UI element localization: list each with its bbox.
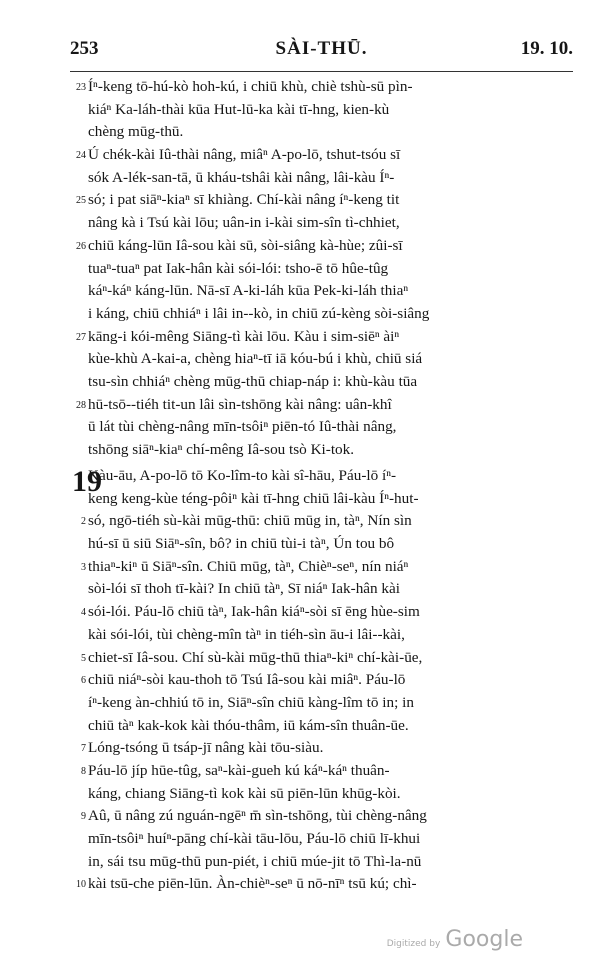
header-rule <box>70 71 573 72</box>
text-line <box>76 873 558 896</box>
verse-number: 25 <box>76 195 86 207</box>
line-text: tsu-sìn chhiáⁿ chèng mūg-thū chiap-náp i: khù-kàu tūa <box>88 372 418 390</box>
text-line <box>81 805 558 828</box>
text-line <box>88 828 558 851</box>
line-text: keng keng-kùe téng-pôiⁿ kài tī-hng chiū lâi-kàu Íⁿ-hut- <box>88 489 419 507</box>
line-text: káng, chiang Siāng-tì kok kài sū piēn-lūn khūg-kòi. <box>88 784 401 802</box>
verse-number: 23 <box>76 82 86 93</box>
line-text: kài tsū-che piēn-lūn. Àn-chièⁿ-seⁿ ū nō-nīⁿ tsū kú; chì- <box>88 875 417 893</box>
line-text: chiū niáⁿ-sòi kau-thoh tō Tsú Iâ-sou kài miâⁿ. Páu-lō <box>88 671 406 689</box>
text-line <box>81 760 558 783</box>
chapter-verse-reference: 19. 10. <box>520 38 573 59</box>
text-line <box>76 235 558 258</box>
verse-number: 9 <box>81 811 86 823</box>
text-line <box>88 533 558 556</box>
line-text: Íⁿ-keng tō-hú-kò hoh-kú, i chiū khù, chiè tshù-sū pìn- <box>88 78 413 95</box>
line-text: chiū tàⁿ kak-kok kài thóu-thâm, iū kám-sîn thuân-ūe. <box>88 716 409 734</box>
line-text: thiaⁿ-kiⁿ ū Siāⁿ-sîn. Chiū mūg, tàⁿ, Chièⁿ-seⁿ, nín niáⁿ <box>88 557 409 575</box>
line-text: Aû, ū nâng zú nguán-ngēⁿ m̄ sìn-tshōng, tùi chèng-nâng <box>88 807 427 825</box>
text-line <box>88 348 558 371</box>
text-line <box>88 99 558 122</box>
text-line <box>88 121 558 144</box>
text-line <box>88 371 558 394</box>
text-line <box>88 578 558 601</box>
line-text: in, sái tsu mūg-thū pun-piét, i chiū múe-jit tō Thì-la-nū <box>88 852 422 870</box>
text-line <box>76 189 558 212</box>
page-header <box>70 38 573 66</box>
line-text: chèng mūg-thū. <box>88 123 184 141</box>
line-text: só, ngō-tiéh sù-kài mūg-thū: chiū mūg in, tàⁿ, Nín sìn <box>88 512 412 530</box>
line-text: tshōng siāⁿ-kiaⁿ chí-mêng Iâ-sou tsò Ki-tok. <box>88 441 355 458</box>
line-text: tuaⁿ-tuaⁿ pat Iak-hân kài sói-lói: tsho-ē tō hûe-tûg <box>88 259 389 277</box>
line-text: kiáⁿ Ka-láh-thài kūa Hut-lū-ka kài tī-hng, kien-kù <box>88 100 390 118</box>
text-line <box>88 624 558 647</box>
text-line <box>88 692 558 715</box>
verse-number: 6 <box>81 675 86 687</box>
line-text: kāng-i kói-mêng Siāng-tì kài lōu. Kàu i sim-siēⁿ àiⁿ <box>88 327 400 345</box>
line-text: sói-lói. Páu-lō chiū tàⁿ, Iak-hân kiáⁿ-sòi sī ēng hùe-sim <box>88 603 420 621</box>
verse-number: 3 <box>81 561 86 573</box>
verse-number: 27 <box>76 331 86 343</box>
line-text: nâng kà i Tsú kài lōu; uân-in i-kài sim-sîn tì-chhiet, <box>88 214 400 232</box>
text-line <box>88 167 558 190</box>
line-text: hū-tsō--tiéh tit-un lâi sìn-tshōng kài nâng: uân-khî <box>88 395 392 413</box>
text-line <box>76 394 558 417</box>
line-text: sók A-lék-san-tā, ū kháu-tshâi kài nâng, lâi-kàu Íⁿ- <box>88 168 395 186</box>
text-line <box>88 303 558 326</box>
text-line <box>81 737 558 760</box>
text-line <box>88 258 558 281</box>
running-title: SÀI-THŪ. <box>275 38 368 59</box>
line-text: kùe-khù A-kai-a, chèng hiaⁿ-tī iā kóu-bú i khù, chiū siá <box>88 350 423 368</box>
text-line <box>88 416 558 439</box>
text-line <box>88 212 558 235</box>
text-block-chapter-18 <box>76 76 558 462</box>
verse-number: 5 <box>81 652 86 664</box>
line-text: i káng, chiū chhiáⁿ i lâi in--kò, in chiū zú-kèng sòi-siâng <box>88 304 430 322</box>
watermark-caption: Digitized by <box>386 939 441 949</box>
page-number: 253 <box>70 38 99 59</box>
line-text: kài sói-lói, tùi chèng-mîn tàⁿ in tiéh-sìn āu-i lâi--kài, <box>88 625 405 643</box>
text-line <box>81 510 558 533</box>
text-line <box>88 488 558 511</box>
verse-number: 2 <box>81 516 86 528</box>
text-line <box>81 647 558 670</box>
watermark-logo: Google <box>445 927 523 952</box>
text-line <box>76 144 558 167</box>
line-text: káⁿ-káⁿ káng-lūn. Nā-sī A-ki-láh kūa Pek-ki-láh thiaⁿ <box>88 282 409 300</box>
verse-number: 8 <box>81 765 86 777</box>
text-line <box>88 439 558 462</box>
text-line <box>76 326 558 349</box>
text-line <box>88 851 558 874</box>
verse-number: 7 <box>81 743 86 755</box>
verse-number: 26 <box>76 240 86 252</box>
watermark <box>387 927 523 952</box>
text-line <box>81 601 558 624</box>
line-text: Lóng-tsóng ū tsáp-jī nâng kài tōu-siàu. <box>88 739 324 757</box>
text-line <box>76 76 558 99</box>
verse-number: 10 <box>76 879 86 891</box>
text-line <box>88 783 558 806</box>
line-text: Ú chék-kài Iû-thài nâng, miâⁿ A-po-lō, tshut-tsóu sī <box>88 146 401 164</box>
verse-number: 24 <box>76 150 86 162</box>
verse-number: 28 <box>76 399 86 411</box>
line-text: chiū káng-lūn Iâ-sou kài sū, sòi-siâng kà-hùe; zûi-sī <box>88 236 403 254</box>
line-text: Kàu-āu, A-po-lō tō Ko-lîm-to kài sî-hāu, Páu-lō íⁿ- <box>88 467 397 484</box>
line-text: chiet-sī Iâ-sou. Chí sù-kài mūg-thū thiaⁿ-kiⁿ chí-kài-ūe, <box>88 648 423 666</box>
chapter-number: 19 <box>72 465 102 498</box>
text-line <box>88 465 558 488</box>
text-line <box>81 556 558 579</box>
text-line <box>81 669 558 692</box>
line-text: hú-sī ū siū Siāⁿ-sîn, bô? in chiū tùi-i tàⁿ, Ún tou bô <box>88 535 395 553</box>
text-line <box>88 280 558 303</box>
verse-number: 4 <box>81 607 86 619</box>
line-text: ū lát tùi chèng-nâng mīn-tsôiⁿ piēn-tó Iû-thài nâng, <box>88 418 397 436</box>
line-text: Páu-lō jíp hūe-tûg, saⁿ-kài-gueh kú káⁿ-káⁿ thuân- <box>88 761 390 779</box>
line-text: íⁿ-keng àn-chhiú tō in, Siāⁿ-sîn chiū kàng-lîm tō in; in <box>88 693 414 711</box>
line-text: mīn-tsôiⁿ huíⁿ-pāng chí-kài tāu-lōu, Páu-lō chiū lī-khui <box>88 830 421 847</box>
line-text: só; i pat siāⁿ-kiaⁿ sī khiàng. Chí-kài nâng íⁿ-keng tit <box>88 191 400 209</box>
line-text: sòi-lói sī thoh tī-kài? In chiū tàⁿ, Sī niáⁿ Iak-hân kài <box>88 580 400 598</box>
text-line <box>88 715 558 738</box>
